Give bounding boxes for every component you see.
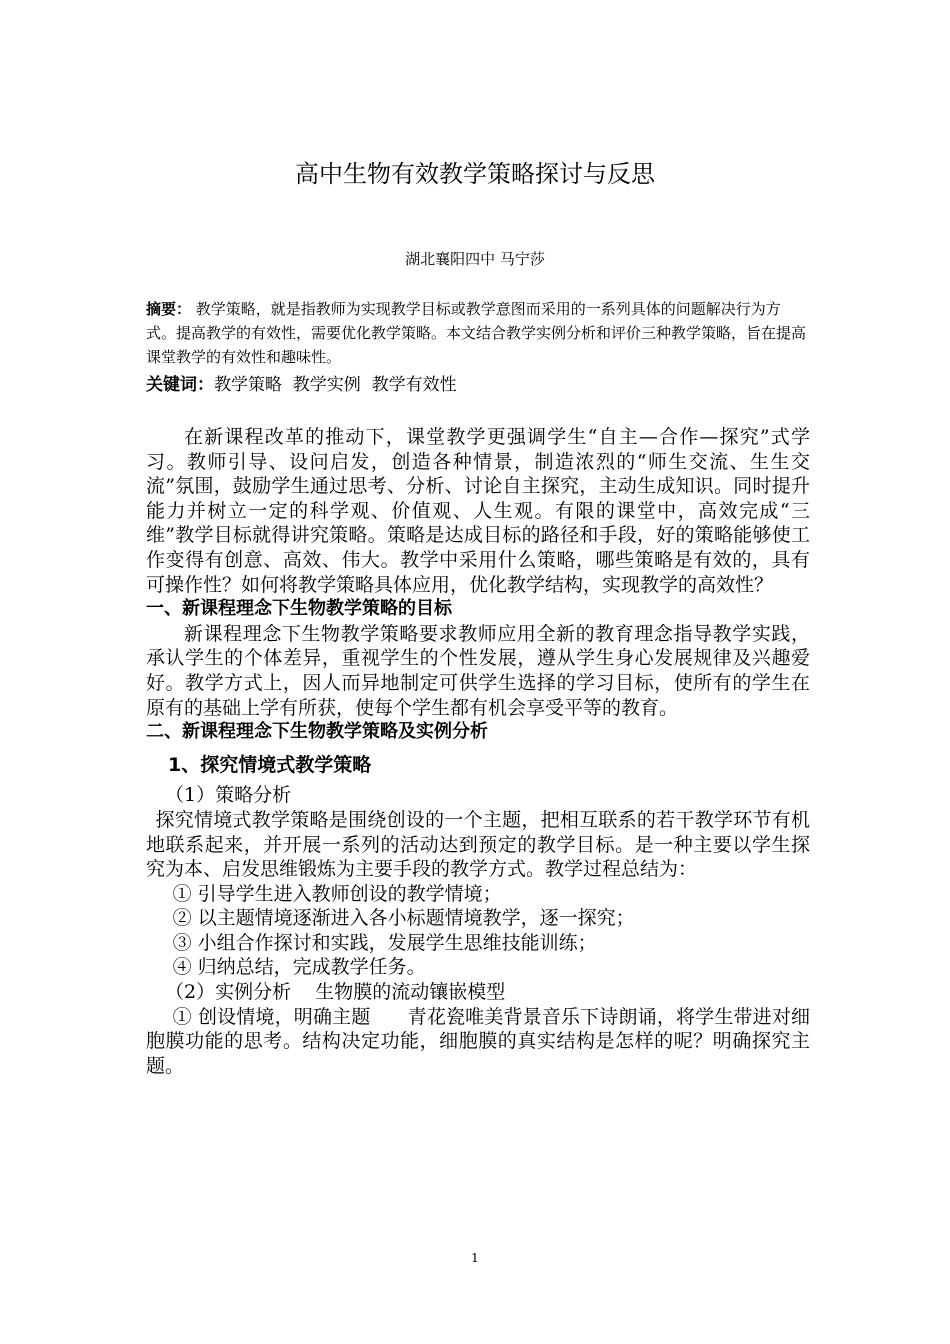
step-4: ④ 归纳总结，完成教学任务。: [172, 956, 426, 979]
intro-paragraph: 在新课程改革的推动下，课堂教学更强调学生“自主—合作—探究”式学习。教师引导、设问启发，创造各种情景，制造浓烈的“师生交流、生生交流”氛围，鼓励学生通过思考、分析、讨论自主探究，主动生成知识。同时提升能力并树立一定的科学观、价值观、人生观。有限的课堂中，高效完成“三维”教学目标就得讲究策略。策略是达成目标的路径和手段，好的策略能够使工作变得有创意、高效、伟大。教学中采用什么策略，哪些策略是有效的，具有可操作性？如何将教学策略具体应用，优化教学结构，实现教学的高效性？: [146, 426, 810, 596]
section-heading-1: 一、新课程理念下生物教学策略的目标: [146, 598, 452, 620]
document-title: 高中生物有效教学策略探讨与反思: [295, 160, 655, 188]
keywords-text: 教学策略 教学实例 教学有效性: [214, 375, 457, 395]
abstract: [146, 297, 810, 369]
step-1: ① 引导学生进入教师创设的教学情境；: [172, 882, 502, 905]
abstract-label: 摘要：: [146, 300, 192, 318]
strategy-paragraph: 探究情境式教学策略是围绕创设的一个主题，把相互联系的若干教学环节有机地联系起来，并开展一系列的活动达到预定的教学目标。是一种主要以学生探究为本、启发思维锻炼为主要手段的教学方式。教学过程总结为：: [146, 808, 810, 881]
sub-heading-strategy-analysis: （1）策略分析: [165, 784, 292, 807]
sub-heading-case-analysis: （2）实例分析 生物膜的流动镶嵌模型: [165, 981, 506, 1004]
section-heading-2: 二、新课程理念下生物教学策略及实例分析: [146, 721, 488, 743]
abstract-text: 教学策略，就是指教师为实现教学目标或教学意图而采用的一系列具体的问题解决行为方式。提高教学的有效性，需要优化教学策略。本文结合教学实例分析和评价三种教学策略，旨在提高课堂教学的有效性和趣味性。: [146, 300, 807, 366]
step-3: ③ 小组合作探讨和实践，发展学生思维技能训练；: [172, 931, 597, 954]
case-paragraph: ① 创设情境，明确主题 青花瓷唯美背景音乐下诗朗诵，将学生带进对细胞膜功能的思考。结构决定功能，细胞膜的真实结构是怎样的呢？明确探究主题。: [146, 1005, 810, 1077]
subsection-heading: 1、探究情境式教学策略: [168, 753, 372, 776]
author-line: 湖北襄阳四中 马宁莎: [405, 250, 545, 268]
body-text: [146, 423, 810, 1078]
keywords: [146, 372, 810, 398]
page-number: 1: [471, 1251, 479, 1265]
section-1-paragraph: 新课程理念下生物教学策略要求教师应用全新的教育理念指导教学实践，承认学生的个体差异，重视学生的个性发展，遵从学生身心发展规律及兴趣爱好。教学方式上，因人而异地制定可供学生选择的学习目标，使所有的学生在原有的基础上学有所获，使每个学生都有机会享受平等的教育。: [146, 622, 810, 719]
step-2: ② 以主题情境逐渐进入各小标题情境教学，逐一探究；: [172, 907, 635, 930]
keywords-label: 关键词：: [146, 375, 214, 395]
